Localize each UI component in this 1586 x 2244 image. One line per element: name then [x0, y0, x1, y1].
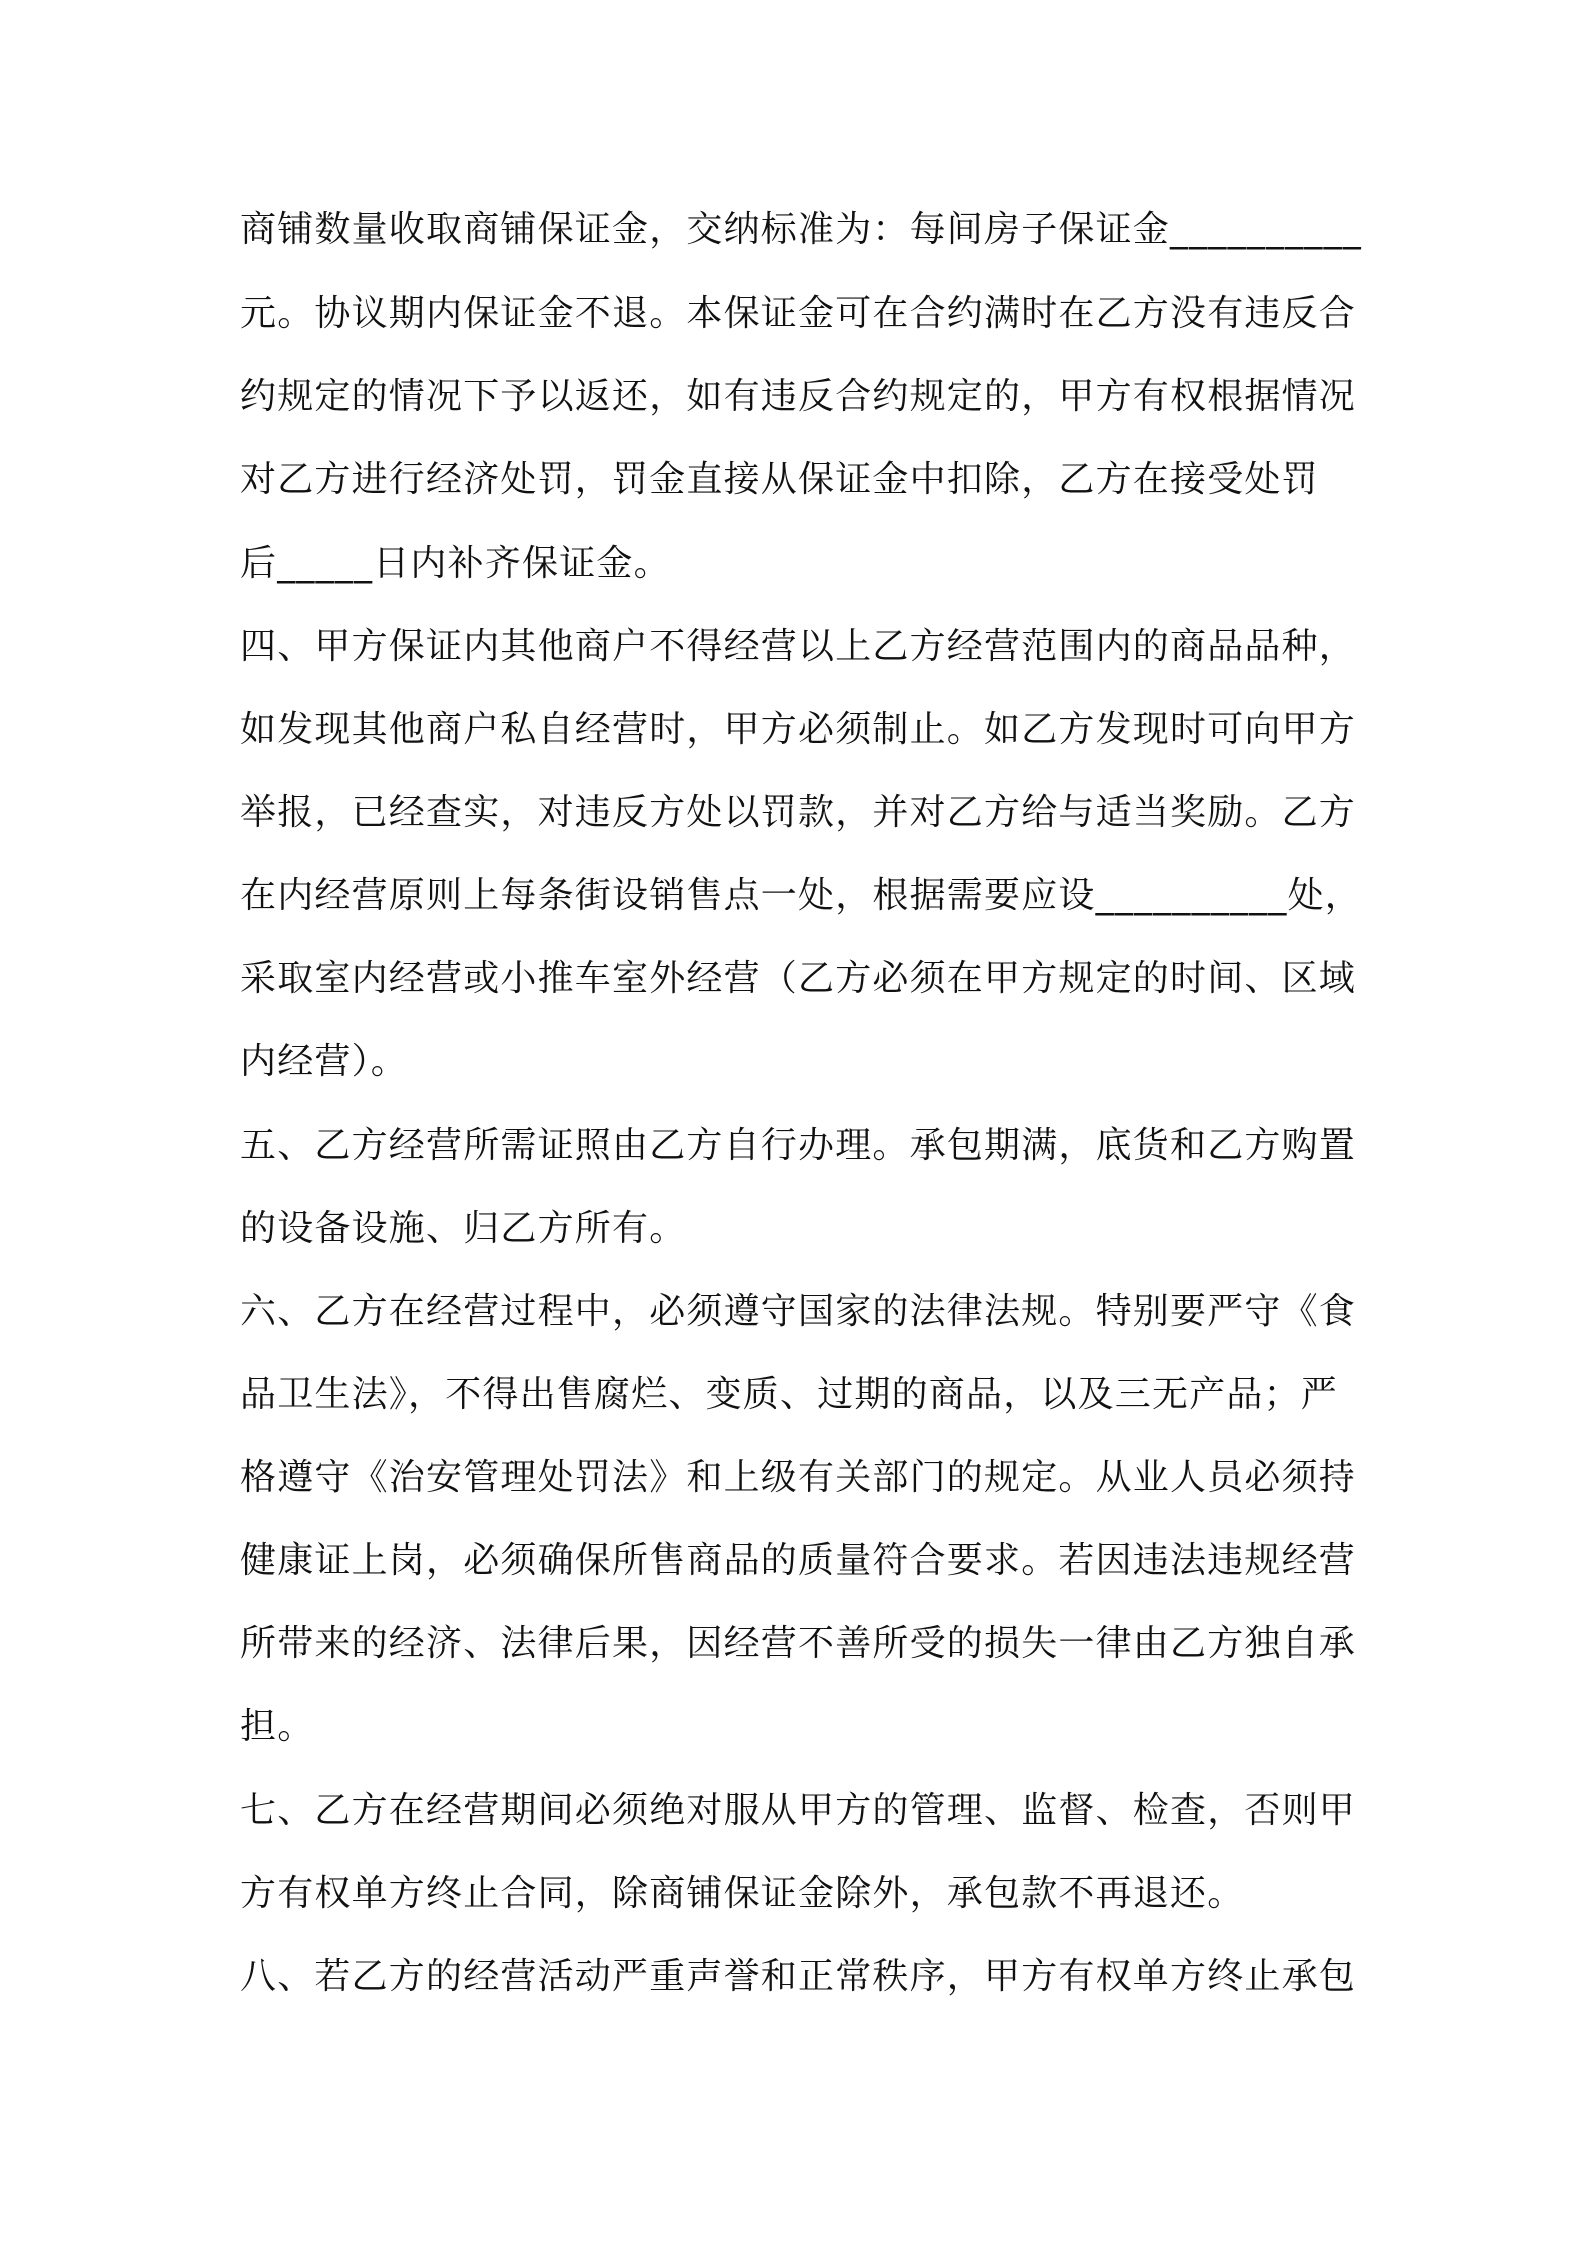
text-line: 方有权单方终止合同，除商铺保证金除外，承包款不再退还。	[240, 1873, 1245, 1914]
text-line: 五、乙方经营所需证照由乙方自行办理。承包期满，底货和乙方购置	[240, 1125, 1357, 1166]
text-line: 格遵守《治安管理处罚法》和上级有关部门的规定。从业人员必须持	[240, 1457, 1357, 1498]
text-line: 健康证上岗，必须确保所售商品的质量符合要求。若因违法违规经营	[240, 1540, 1357, 1581]
text-line: 所带来的经济、法律后果，因经营不善所受的损失一律由乙方独自承	[240, 1623, 1357, 1664]
text-line: 品卫生法》，不得出售腐烂、变质、过期的商品，以及三无产品；严	[240, 1374, 1339, 1415]
text-line: 四、甲方保证内其他商户不得经营以上乙方经营范围内的商品品种，	[240, 626, 1357, 667]
text-line: 元。协议期内保证金不退。本保证金可在合约满时在乙方没有违反合	[240, 293, 1357, 334]
text-line: 约规定的情况下予以返还，如有违反合约规定的，甲方有权根据情况	[240, 376, 1357, 417]
text-line: 在内经营原则上每条街设销售点一处，根据需要应设__________处，	[240, 875, 1363, 916]
text-line: 举报，已经查实，对违反方处以罚款，并对乙方给与适当奖励。乙方	[240, 792, 1357, 833]
text-line: 商铺数量收取商铺保证金，交纳标准为：每间房子保证金__________	[240, 209, 1363, 250]
text-line: 八、若乙方的经营活动严重声誉和正常秩序，甲方有权单方终止承包	[240, 1956, 1357, 1997]
text-line: 采取室内经营或小推车室外经营（乙方必须在甲方规定的时间、区域	[240, 958, 1357, 999]
text-line: 的设备设施、归乙方所有。	[240, 1208, 687, 1249]
text-line: 七、乙方在经营期间必须绝对服从甲方的管理、监督、检查，否则甲	[240, 1790, 1357, 1831]
text-line: 内经营）。	[240, 1041, 409, 1082]
text-line: 对乙方进行经济处罚，罚金直接从保证金中扣除，乙方在接受处罚	[240, 459, 1319, 500]
text-line: 如发现其他商户私自经营时，甲方必须制止。如乙方发现时可向甲方	[240, 709, 1357, 750]
text-line: 六、乙方在经营过程中，必须遵守国家的法律法规。特别要严守《食	[240, 1291, 1357, 1332]
text-line: 后_____日内补齐保证金。	[240, 543, 671, 584]
text-line: 担。	[240, 1706, 315, 1747]
